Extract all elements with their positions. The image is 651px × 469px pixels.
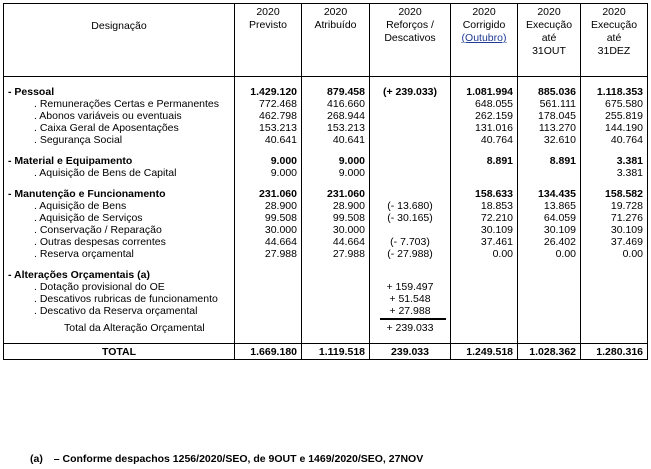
- row-label: - Material e Equipamento: [4, 155, 235, 167]
- sub-row: [4, 293, 648, 305]
- cell-exec-dez: 1.280.316: [581, 344, 648, 360]
- header-execucao-out: 2020 Execução até 31OUT: [518, 4, 581, 77]
- spacer-cell: [518, 146, 581, 155]
- row-label: Total da Alteração Orçamental: [4, 317, 235, 334]
- cell-corrigido: 18.853: [451, 200, 518, 212]
- cell-exec-dez: 19.728: [581, 200, 648, 212]
- cell-atribuido: 30.000: [302, 224, 370, 236]
- cell-previsto: 1.669.180: [235, 344, 302, 360]
- cell-exec-out: 8.891: [518, 155, 581, 167]
- row-label: - Alterações Orçamentais (a): [4, 269, 235, 281]
- cell-reforcos: [370, 269, 451, 281]
- sub-row: [4, 212, 648, 224]
- row-label: . Remunerações Certas e Permanentes: [4, 98, 235, 110]
- spacer-cell: [518, 179, 581, 188]
- cell-exec-dez: 40.764: [581, 134, 648, 146]
- spacer-cell: [370, 334, 451, 344]
- cell-exec-out: 134.435: [518, 188, 581, 200]
- budget-table-body: [4, 4, 648, 360]
- header-reforcos: 2020 Reforços / Descativos: [370, 4, 451, 77]
- sub-row: [4, 134, 648, 146]
- spacer-cell: [302, 179, 370, 188]
- cell-reforcos: (- 7.703): [370, 236, 451, 248]
- cell-corrigido: 648.055: [451, 98, 518, 110]
- cell-atribuido: [302, 269, 370, 281]
- cell-reforcos: [370, 98, 451, 110]
- cell-exec-dez: 71.276: [581, 212, 648, 224]
- cell-exec-dez: 0.00: [581, 248, 648, 260]
- cell-atribuido: [302, 281, 370, 293]
- cell-atribuido: 28.900: [302, 200, 370, 212]
- cell-corrigido: 37.461: [451, 236, 518, 248]
- cell-reforcos: (- 30.165): [370, 212, 451, 224]
- cell-corrigido: [451, 305, 518, 317]
- header-atribuido: 2020 Atribuído: [302, 4, 370, 77]
- cell-exec-out: 32.610: [518, 134, 581, 146]
- spacer-cell: [370, 77, 451, 87]
- sub-row: [4, 110, 648, 122]
- sub-row: [4, 281, 648, 293]
- spacer-row: [4, 260, 648, 269]
- cell-corrigido: [451, 281, 518, 293]
- sub-row: [4, 122, 648, 134]
- cell-exec-dez: 1.118.353: [581, 86, 648, 98]
- cell-atribuido: [302, 317, 370, 334]
- cell-reforcos: (- 27.988): [370, 248, 451, 260]
- spacer-cell: [451, 146, 518, 155]
- spacer-row: [4, 334, 648, 344]
- row-label: . Descativo da Reserva orçamental: [4, 305, 235, 317]
- spacer-cell: [235, 146, 302, 155]
- cell-exec-out: 30.109: [518, 224, 581, 236]
- cell-reforcos: 239.033: [370, 344, 451, 360]
- cell-previsto: 9.000: [235, 167, 302, 179]
- cell-exec-out: 561.111: [518, 98, 581, 110]
- header-previsto: 2020 Previsto: [235, 4, 302, 77]
- cell-atribuido: 231.060: [302, 188, 370, 200]
- spacer-cell: [4, 77, 235, 87]
- spacer-cell: [4, 260, 235, 269]
- header-designation: Designação: [4, 4, 235, 77]
- spacer-cell: [302, 260, 370, 269]
- cell-atribuido: 9.000: [302, 167, 370, 179]
- cell-exec-dez: 255.819: [581, 110, 648, 122]
- cell-exec-out: 178.045: [518, 110, 581, 122]
- total-row: [4, 344, 648, 360]
- cell-corrigido: 1.081.994: [451, 86, 518, 98]
- sub-row: [4, 236, 648, 248]
- cell-exec-out: [518, 305, 581, 317]
- cell-previsto: 1.429.120: [235, 86, 302, 98]
- cell-atribuido: 44.664: [302, 236, 370, 248]
- spacer-cell: [451, 260, 518, 269]
- spacer-row: [4, 179, 648, 188]
- cell-exec-dez: [581, 317, 648, 334]
- cell-atribuido: 268.944: [302, 110, 370, 122]
- cell-exec-out: [518, 281, 581, 293]
- row-label: . Reserva orçamental: [4, 248, 235, 260]
- spacer-row: [4, 77, 648, 87]
- spacer-cell: [4, 334, 235, 344]
- cell-atribuido: 879.458: [302, 86, 370, 98]
- cell-exec-dez: 37.469: [581, 236, 648, 248]
- group-row: [4, 86, 648, 98]
- cell-exec-dez: 675.580: [581, 98, 648, 110]
- cell-exec-dez: 3.381: [581, 155, 648, 167]
- spacer-cell: [581, 260, 648, 269]
- subtotal-row: [4, 317, 648, 334]
- cell-exec-out: 13.865: [518, 200, 581, 212]
- cell-corrigido: 0.00: [451, 248, 518, 260]
- cell-exec-dez: [581, 293, 648, 305]
- cell-previsto: 153.213: [235, 122, 302, 134]
- cell-exec-dez: 3.381: [581, 167, 648, 179]
- cell-reforcos: + 27.988: [370, 305, 451, 317]
- cell-previsto: 28.900: [235, 200, 302, 212]
- cell-previsto: 99.508: [235, 212, 302, 224]
- row-label: . Caixa Geral de Aposentações: [4, 122, 235, 134]
- cell-corrigido: 1.249.518: [451, 344, 518, 360]
- row-label: . Outras despesas correntes: [4, 236, 235, 248]
- cell-atribuido: [302, 305, 370, 317]
- budget-table: [3, 3, 648, 360]
- cell-reforcos: [370, 155, 451, 167]
- cell-reforcos: + 159.497: [370, 281, 451, 293]
- footnote-text: – Conforme despachos 1256/2020/SEO, de 9OUT e 1469/2020/SEO, 27NOV: [53, 453, 424, 465]
- cell-exec-out: [518, 293, 581, 305]
- cell-atribuido: 99.508: [302, 212, 370, 224]
- cell-reforcos: [370, 167, 451, 179]
- cell-previsto: 462.798: [235, 110, 302, 122]
- row-label: TOTAL: [4, 344, 235, 360]
- spacer-cell: [302, 334, 370, 344]
- cell-exec-out: 1.028.362: [518, 344, 581, 360]
- cell-atribuido: [302, 293, 370, 305]
- row-label: - Manutenção e Funcionamento: [4, 188, 235, 200]
- group-row: [4, 269, 648, 281]
- row-label: . Abonos variáveis ou eventuais: [4, 110, 235, 122]
- cell-exec-out: 0.00: [518, 248, 581, 260]
- cell-previsto: [235, 317, 302, 334]
- cell-corrigido: 158.633: [451, 188, 518, 200]
- cell-previsto: 231.060: [235, 188, 302, 200]
- spacer-cell: [518, 260, 581, 269]
- cell-corrigido: 262.159: [451, 110, 518, 122]
- spacer-cell: [581, 334, 648, 344]
- cell-corrigido: [451, 167, 518, 179]
- cell-reforcos: [370, 110, 451, 122]
- spacer-cell: [302, 146, 370, 155]
- spacer-cell: [581, 146, 648, 155]
- cell-reforcos: (- 13.680): [370, 200, 451, 212]
- spacer-cell: [370, 146, 451, 155]
- cell-previsto: 9.000: [235, 155, 302, 167]
- cell-atribuido: 416.660: [302, 98, 370, 110]
- cell-exec-out: 26.402: [518, 236, 581, 248]
- header-corrigido: 2020 Corrigido (Outubro): [451, 4, 518, 77]
- spacer-cell: [370, 260, 451, 269]
- row-label: - Pessoal: [4, 86, 235, 98]
- sub-row: [4, 98, 648, 110]
- cell-exec-dez: 144.190: [581, 122, 648, 134]
- spacer-cell: [518, 334, 581, 344]
- row-label: . Aquisição de Bens de Capital: [4, 167, 235, 179]
- sub-row: [4, 248, 648, 260]
- cell-previsto: [235, 305, 302, 317]
- cell-corrigido: 72.210: [451, 212, 518, 224]
- sub-row: [4, 167, 648, 179]
- cell-corrigido: [451, 317, 518, 334]
- footnote: [30, 453, 423, 465]
- subtotal-rule: [380, 318, 446, 320]
- spacer-cell: [235, 77, 302, 87]
- spacer-cell: [518, 77, 581, 87]
- cell-exec-out: [518, 167, 581, 179]
- sub-row: [4, 224, 648, 236]
- spacer-cell: [370, 179, 451, 188]
- row-label: . Conservação / Reparação: [4, 224, 235, 236]
- cell-exec-out: 885.036: [518, 86, 581, 98]
- footnote-tag: (a): [30, 453, 43, 465]
- group-row: [4, 155, 648, 167]
- cell-corrigido: [451, 269, 518, 281]
- row-label: . Aquisição de Serviços: [4, 212, 235, 224]
- cell-exec-out: [518, 317, 581, 334]
- spacer-cell: [451, 179, 518, 188]
- outubro-link[interactable]: (Outubro): [461, 32, 507, 44]
- cell-previsto: [235, 293, 302, 305]
- cell-exec-out: 113.270: [518, 122, 581, 134]
- cell-previsto: [235, 281, 302, 293]
- cell-exec-dez: 158.582: [581, 188, 648, 200]
- spacer-cell: [4, 179, 235, 188]
- cell-reforcos: [370, 134, 451, 146]
- spacer-row: [4, 146, 648, 155]
- sub-row: [4, 305, 648, 317]
- header-execucao-dez: 2020 Execução até 31DEZ: [581, 4, 648, 77]
- group-row: [4, 188, 648, 200]
- cell-exec-dez: [581, 269, 648, 281]
- spacer-cell: [235, 334, 302, 344]
- cell-atribuido: 27.988: [302, 248, 370, 260]
- spacer-cell: [581, 77, 648, 87]
- cell-atribuido: 40.641: [302, 134, 370, 146]
- cell-previsto: 30.000: [235, 224, 302, 236]
- cell-exec-out: 64.059: [518, 212, 581, 224]
- cell-corrigido: 8.891: [451, 155, 518, 167]
- subtotal-value: + 239.033: [386, 322, 434, 334]
- cell-previsto: [235, 269, 302, 281]
- spacer-cell: [4, 146, 235, 155]
- spacer-cell: [302, 77, 370, 87]
- cell-exec-dez: [581, 281, 648, 293]
- cell-reforcos: + 51.548: [370, 293, 451, 305]
- cell-exec-dez: 30.109: [581, 224, 648, 236]
- cell-previsto: 27.988: [235, 248, 302, 260]
- spacer-cell: [581, 179, 648, 188]
- cell-corrigido: 40.764: [451, 134, 518, 146]
- cell-previsto: 40.641: [235, 134, 302, 146]
- cell-atribuido: 1.119.518: [302, 344, 370, 360]
- row-label: . Aquisição de Bens: [4, 200, 235, 212]
- cell-previsto: 772.468: [235, 98, 302, 110]
- cell-exec-out: [518, 269, 581, 281]
- cell-reforcos: [370, 317, 451, 334]
- spacer-cell: [235, 260, 302, 269]
- cell-corrigido: 30.109: [451, 224, 518, 236]
- cell-reforcos: [370, 224, 451, 236]
- cell-atribuido: 153.213: [302, 122, 370, 134]
- cell-reforcos: [370, 122, 451, 134]
- header-row: [4, 4, 648, 77]
- spacer-cell: [451, 77, 518, 87]
- spacer-cell: [451, 334, 518, 344]
- cell-corrigido: [451, 293, 518, 305]
- cell-previsto: 44.664: [235, 236, 302, 248]
- row-label: . Segurança Social: [4, 134, 235, 146]
- cell-exec-dez: [581, 305, 648, 317]
- row-label: . Descativos rubricas de funcionamento: [4, 293, 235, 305]
- cell-atribuido: 9.000: [302, 155, 370, 167]
- spacer-cell: [235, 179, 302, 188]
- cell-reforcos: (+ 239.033): [370, 86, 451, 98]
- cell-reforcos: [370, 188, 451, 200]
- sub-row: [4, 200, 648, 212]
- row-label: . Dotação provisional do OE: [4, 281, 235, 293]
- cell-corrigido: 131.016: [451, 122, 518, 134]
